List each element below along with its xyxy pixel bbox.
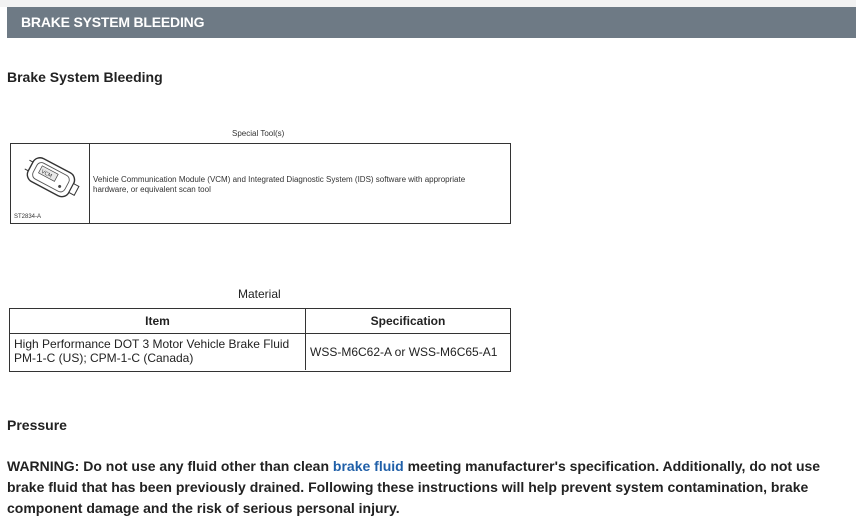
brake-fluid-link[interactable]: brake fluid [332, 458, 404, 474]
material-table [9, 308, 511, 372]
material-item-cell [10, 334, 306, 370]
material-item-line: High Performance DOT 3 Motor Vehicle Brake Fluid [14, 337, 290, 351]
section-header-bar [7, 7, 856, 38]
material-header-specification: Specification [370, 314, 446, 328]
tool-description-line: hardware, or equivalent scan tool [93, 185, 211, 194]
warning-text-suffix: meeting manufacturer's specification. Additionally, do not use brake fluid that has been previously drained. Following these instructions will help prevent system contamination, brake component damage and the risk of serious personal injury. [7, 458, 821, 516]
warning-paragraph [7, 456, 852, 519]
material-table-row [10, 334, 510, 370]
section-header-title: BRAKE SYSTEM BLEEDING [21, 14, 205, 30]
tool-description-cell [90, 144, 510, 223]
material-item-line: PM-1-C (US); CPM-1-C (Canada) [14, 351, 194, 365]
material-header-item: Item [10, 309, 306, 333]
page-subtitle: Brake System Bleeding [7, 69, 163, 85]
top-strip [0, 0, 856, 7]
tool-image-cell [11, 144, 90, 223]
warning-text-prefix: WARNING: Do not use any fluid other than clean [7, 458, 333, 474]
tool-description-line: Vehicle Communication Module (VCM) and Integrated Diagnostic System (IDS) software with appropriate [93, 175, 466, 184]
vcm-device-icon [15, 150, 85, 208]
special-tools-table [10, 143, 511, 224]
svg-text:VCM: VCM [40, 168, 53, 180]
special-tools-caption: Special Tool(s) [232, 129, 285, 138]
pressure-heading: Pressure [7, 417, 67, 433]
material-specification-cell: WSS-M6C62-A or WSS-M6C65-A1 [310, 345, 498, 359]
tool-code-label: ST2834-A [14, 214, 42, 220]
material-table-header-row [10, 309, 510, 334]
material-caption: Material [238, 287, 281, 301]
